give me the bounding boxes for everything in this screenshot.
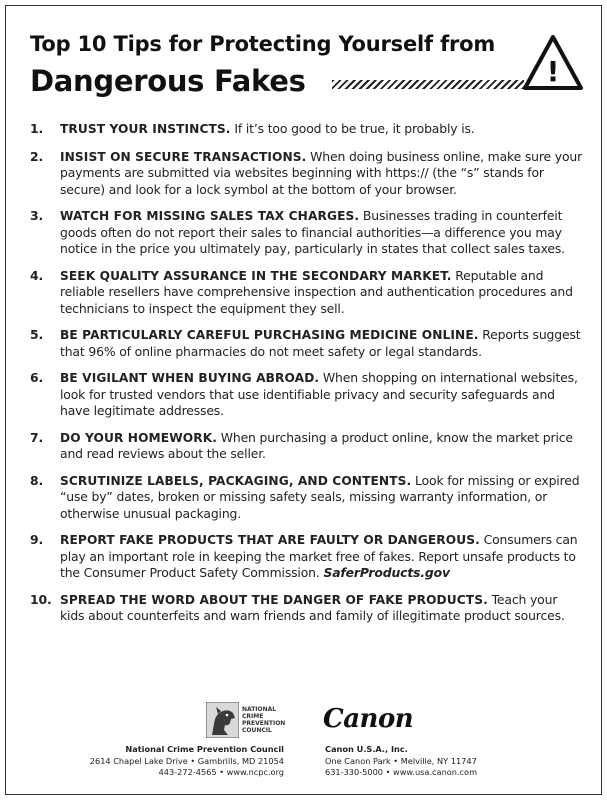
tip-body <box>60 208 585 258</box>
tip-heading: BE VIGILANT WHEN BUYING ABROAD. <box>60 371 320 385</box>
tip-text: Consumers can play an important role in keeping the market free of fakes. Report unsafe products to the Consumer Product Safety Commission. <box>60 532 578 580</box>
tip-body <box>60 121 585 138</box>
tip-item <box>30 430 585 463</box>
tip-body <box>60 430 585 463</box>
canon-contact: 631-330-5000 • www.usa.canon.com <box>325 767 478 777</box>
tip-item <box>30 121 585 138</box>
tip-heading: SCRUTINIZE LABELS, PACKAGING, AND CONTENTS. <box>60 473 412 488</box>
mcgruff-dog-icon <box>206 702 239 738</box>
tip-item <box>30 532 585 582</box>
tip-item <box>30 592 585 625</box>
ncpc-name: National Crime Prevention Council <box>125 744 284 754</box>
tip-text: Reputable and reliable resellers have comprehensive inspection and authentication procedures and technicians to inspect the equipment they sell. <box>60 267 573 316</box>
saferproducts-link[interactable]: SaferProducts.gov <box>323 565 450 580</box>
canon-address-block <box>325 744 477 779</box>
tip-number: 9. <box>30 532 44 547</box>
tip-body <box>60 532 585 582</box>
ncpc-address: 2614 Chapel Lake Drive • Gambrills, MD 21054 <box>89 755 284 766</box>
canon-name: Canon U.S.A., Inc. <box>325 744 408 754</box>
tip-text: Reports suggest that 96% of online pharmacies do not meet safety or legal standards. <box>60 327 581 359</box>
tip-text: When shopping on international websites, look for trusted vendors that use identifiable privacy and security safeguards and have legitimate addresses. <box>60 370 578 418</box>
tip-body <box>60 327 585 360</box>
hatched-rule <box>332 80 524 89</box>
tip-heading: BE PARTICULARLY CAREFUL PURCHASING MEDICINE ONLINE. <box>60 328 479 342</box>
tip-heading: SEEK QUALITY ASSURANCE IN THE SECONDARY MARKET. <box>60 268 452 283</box>
ncpc-logo-text: NATIONAL CRIME PREVENTION COUNCIL <box>242 706 286 734</box>
tip-text: Businesses trading in counterfeit goods often do not report their sales to financial authorities—a difference you may notice in the price you ultimately pay, particularly in states that collect sales taxes. <box>60 208 565 256</box>
tip-number: 1. <box>30 121 44 136</box>
tip-heading: DO YOUR HOMEWORK. <box>60 430 217 445</box>
title-line-2: Dangerous Fakes <box>30 64 306 98</box>
title-line-1: Top 10 Tips for Protecting Yourself from <box>30 32 496 56</box>
tip-item <box>30 327 585 360</box>
tip-body <box>60 592 585 625</box>
canon-address: One Canon Park • Melville, NY 11747 <box>325 755 477 766</box>
tip-text: Teach your kids about counterfeits and warn friends and family of illegitimate product sources. <box>60 591 565 623</box>
tip-heading: TRUST YOUR INSTINCTS. <box>60 122 231 136</box>
tips-list <box>30 121 585 625</box>
ncpc-address-block <box>90 744 284 779</box>
tip-heading: INSIST ON SECURE TRANSACTIONS. <box>60 149 307 164</box>
tip-number: 3. <box>30 208 44 223</box>
canon-logo: Canon <box>323 704 414 734</box>
tip-number: 4. <box>30 267 44 283</box>
tip-number: 8. <box>30 472 44 488</box>
tip-heading: REPORT FAKE PRODUCTS THAT ARE FAULTY OR DANGEROUS. <box>60 533 480 547</box>
tip-number: 10. <box>30 591 52 607</box>
tip-heading: WATCH FOR MISSING SALES TAX CHARGES. <box>60 209 360 223</box>
tip-body <box>60 370 585 420</box>
tip-text: When purchasing a product online, know the market price and read reviews about the seller. <box>60 429 573 461</box>
tip-heading: SPREAD THE WORD ABOUT THE DANGER OF FAKE PRODUCTS. <box>60 592 488 607</box>
tip-text: If it’s too good to be true, it probably is. <box>230 121 475 136</box>
tip-item <box>30 370 585 420</box>
tip-text: When doing business online, make sure your payments are submitted via websites beginning with https:// (the “s” stands for secure) and look for a lock symbol at the bottom of your browser. <box>60 148 583 197</box>
tip-number: 5. <box>30 327 44 342</box>
ncpc-contact: 443-272-4565 • www.ncpc.org <box>158 767 284 777</box>
warning-exclamation: ! <box>546 55 560 88</box>
tip-item <box>30 149 585 199</box>
tip-body <box>60 149 585 199</box>
tip-item <box>30 208 585 258</box>
tip-text: Look for missing or expired “use by” dates, broken or missing safety seals, missing warranty information, or otherwise unusual packaging. <box>60 472 580 521</box>
ncpc-logo <box>206 702 286 738</box>
tip-item <box>30 473 585 523</box>
tip-body <box>60 473 585 523</box>
tip-body <box>60 268 585 318</box>
tip-number: 7. <box>30 429 44 445</box>
tip-item <box>30 268 585 318</box>
tip-number: 2. <box>30 148 44 164</box>
tip-number: 6. <box>30 370 44 385</box>
warning-icon <box>522 34 584 92</box>
